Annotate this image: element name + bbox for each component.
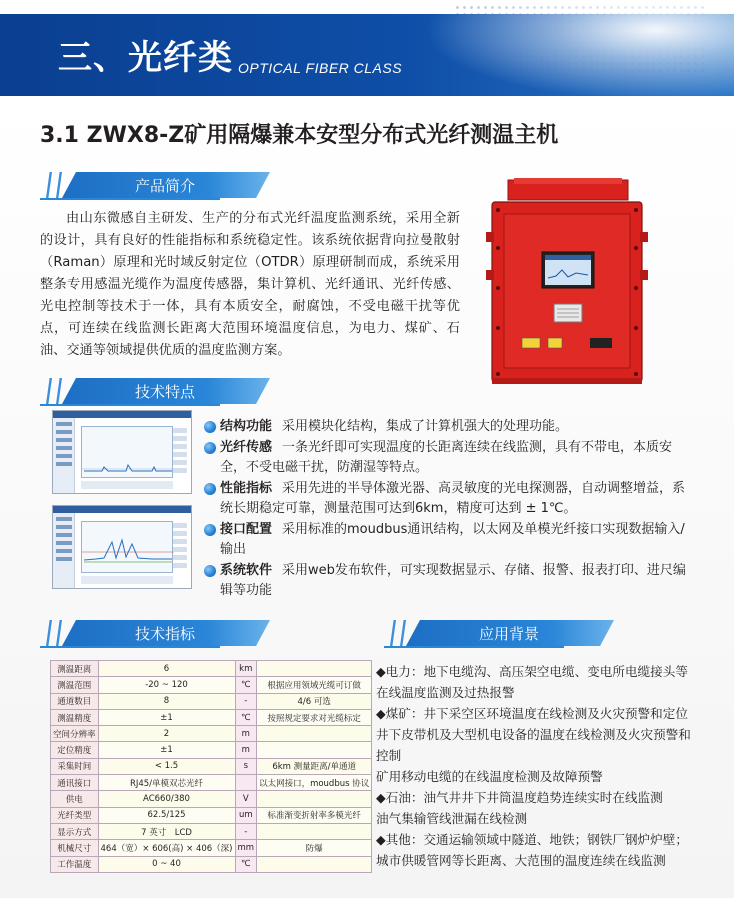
bullet-icon	[204, 524, 216, 536]
spec-value: 62.5/125	[98, 807, 235, 823]
feature-item-performance	[204, 479, 688, 519]
bullet-icon	[204, 442, 216, 454]
spec-name: 定位精度	[51, 742, 99, 758]
table-row	[51, 693, 372, 709]
app-line: 井下皮带机及大型机电设备的温度在线检测及火灾预警和	[376, 727, 691, 742]
section-header-apps	[384, 620, 614, 646]
spec-note: 以太网接口，moudbus 协议	[257, 775, 372, 791]
feature-key: 光纤传感	[220, 440, 273, 455]
software-screenshot-1	[52, 410, 192, 494]
app-line: ◆煤矿：井下采空区环境温度在线检测及火灾预警和定位	[376, 706, 688, 721]
section-label-specs: 技术指标	[134, 625, 195, 643]
app-line: 控制	[376, 748, 402, 763]
spec-value: RJ45/单模双芯光纤	[98, 775, 235, 791]
app-line: 城市供暖管网等长距离、大范围的温度连续在线监测	[376, 853, 666, 868]
spec-name: 通道数目	[51, 693, 99, 709]
table-row	[51, 791, 372, 807]
spec-unit: ℃	[235, 856, 257, 872]
spec-value: AC660/380	[98, 791, 235, 807]
table-row	[51, 840, 372, 856]
feature-text: 采用模块化结构，集成了计算机强大的处理功能。	[282, 419, 569, 434]
spec-note: 4/6 可选	[257, 693, 372, 709]
spec-value: ±1	[98, 742, 235, 758]
software-screenshot-2	[52, 505, 192, 589]
app-line: ◆电力：地下电缆沟、高压架空电缆、变电所电缆接头等	[376, 664, 688, 679]
spec-name: 测温范围	[51, 677, 99, 693]
spec-name: 供电	[51, 791, 99, 807]
spec-name: 测温距离	[51, 661, 99, 677]
header-banner	[0, 0, 734, 100]
app-line: 在线温度监测及过热报警	[376, 685, 515, 700]
spec-note	[257, 661, 372, 677]
spec-unit: s	[235, 758, 257, 774]
spec-unit: -	[235, 823, 257, 839]
table-row	[51, 677, 372, 693]
product-title: 3.1 ZWX8-Z矿用隔爆兼本安型分布式光纤测温主机	[40, 123, 559, 148]
spec-unit: ℃	[235, 677, 257, 693]
spec-value: < 1.5	[98, 758, 235, 774]
spec-value: 2	[98, 726, 235, 742]
table-row	[51, 775, 372, 791]
table-row	[51, 807, 372, 823]
spec-note: 标准渐变折射率多模光纤	[257, 807, 372, 823]
section-header-specs	[40, 620, 270, 646]
spec-name: 机械尺寸	[51, 840, 99, 856]
section-label-apps: 应用背景	[478, 625, 539, 643]
intro-text: 由山东微感自主研发、生产的分布式光纤温度监测系统，采用全新的设计，具有良好的性能指标和系统稳定性。该系统依据背向拉曼散射（Raman）原理和光时域反射定位（OTDR）原理研制而成，系统采用整条专用感温光缆作为温度传感器，集计算机、光纤通讯、光纤传感、光电控制等技术于一体，具有本质安全，耐腐蚀，不受电磁干扰等优点，可连续在线监测长距离大范围环境温度信息，为电力、煤矿、石油、交通等领域提供优质的温度监测方案。	[40, 211, 460, 358]
spec-name: 工作温度	[51, 856, 99, 872]
spec-note: 6km 测量距离/单通道	[257, 758, 372, 774]
app-line: ◆石油：油气井井下井筒温度趋势连续实时在线监测	[376, 790, 663, 805]
table-row	[51, 823, 372, 839]
feature-item-fiber-sensing	[204, 438, 688, 478]
banner-subtitle: OPTICAL FIBER CLASS	[238, 60, 403, 76]
spec-name: 采集时间	[51, 758, 99, 774]
spec-value: 6	[98, 661, 235, 677]
feature-key: 结构功能	[220, 419, 273, 434]
feature-text: 采用先进的半导体激光器、高灵敏度的光电探测器，自动调整增益，系统长期稳定可靠，测量范围可达到6km，精度可达到 ± 1℃。	[220, 481, 686, 516]
feature-item-interface	[204, 520, 688, 560]
table-row	[51, 742, 372, 758]
spec-note: 根据应用领域光缆可订做	[257, 677, 372, 693]
feature-text: 采用web发布软件，可实现数据显示、存储、报警、报表打印、进尺编辑等功能	[220, 563, 686, 598]
table-row	[51, 661, 372, 677]
applications-list	[376, 661, 706, 871]
spec-name: 测温精度	[51, 709, 99, 725]
spec-note	[257, 856, 372, 872]
spec-unit	[235, 775, 257, 791]
spec-value: -20 ~ 120	[98, 677, 235, 693]
section-header-features	[40, 378, 270, 404]
feature-item-software	[204, 561, 688, 601]
intro-paragraph	[40, 208, 460, 362]
spec-unit: m	[235, 726, 257, 742]
feature-key: 系统软件	[220, 563, 273, 578]
spec-name: 通讯接口	[51, 775, 99, 791]
spec-note	[257, 726, 372, 742]
bullet-icon	[204, 421, 216, 433]
banner-title: 三、光纤类	[58, 38, 233, 78]
table-row	[51, 856, 372, 872]
banner-glow	[424, 0, 734, 100]
spec-unit: -	[235, 693, 257, 709]
spec-value: 7 英寸 LCD	[98, 823, 235, 839]
spec-unit: km	[235, 661, 257, 677]
spec-unit: V	[235, 791, 257, 807]
section-label-intro: 产品简介	[134, 177, 195, 195]
spec-value: 8	[98, 693, 235, 709]
feature-key: 接口配置	[220, 522, 273, 537]
product-image	[486, 178, 648, 390]
spec-note	[257, 823, 372, 839]
spec-unit: ℃	[235, 709, 257, 725]
section-label-features: 技术特点	[134, 383, 195, 401]
feature-item-structure	[204, 417, 688, 437]
bullet-icon	[204, 483, 216, 495]
feature-text: 一条光纤即可实现温度的长距离连续在线监测，具有不带电，本质安全，不受电磁干扰，防潮湿等特点。	[220, 440, 673, 475]
app-line: 矿用移动电缆的在线温度检测及故障预警	[376, 769, 603, 784]
app-line: 油气集输管线泄漏在线检测	[376, 811, 528, 826]
features-list	[204, 417, 688, 602]
feature-text: 采用标准的moudbus通讯结构，以太网及单模光纤接口实现数据输入/输出	[220, 522, 685, 557]
spec-value: 0 ~ 40	[98, 856, 235, 872]
feature-key: 性能指标	[220, 481, 273, 496]
spec-unit: um	[235, 807, 257, 823]
bullet-icon	[204, 565, 216, 577]
spec-unit: m	[235, 742, 257, 758]
table-row	[51, 709, 372, 725]
spec-note	[257, 791, 372, 807]
table-row	[51, 726, 372, 742]
spec-note	[257, 742, 372, 758]
spec-unit: mm	[235, 840, 257, 856]
spec-table	[50, 660, 372, 873]
spec-value: 464（宽）× 606(高) × 406（深)	[98, 840, 235, 856]
spec-name: 空间分辨率	[51, 726, 99, 742]
spec-note: 防爆	[257, 840, 372, 856]
spec-name: 光纤类型	[51, 807, 99, 823]
spec-note: 按照规定要求对光缆标定	[257, 709, 372, 725]
section-header-intro	[40, 172, 270, 198]
spec-name: 显示方式	[51, 823, 99, 839]
spec-value: ±1	[98, 709, 235, 725]
table-row	[51, 758, 372, 774]
app-line: ◆其他：交通运输领域中隧道、地铁；钢铁厂钢炉炉壁；	[376, 832, 688, 847]
